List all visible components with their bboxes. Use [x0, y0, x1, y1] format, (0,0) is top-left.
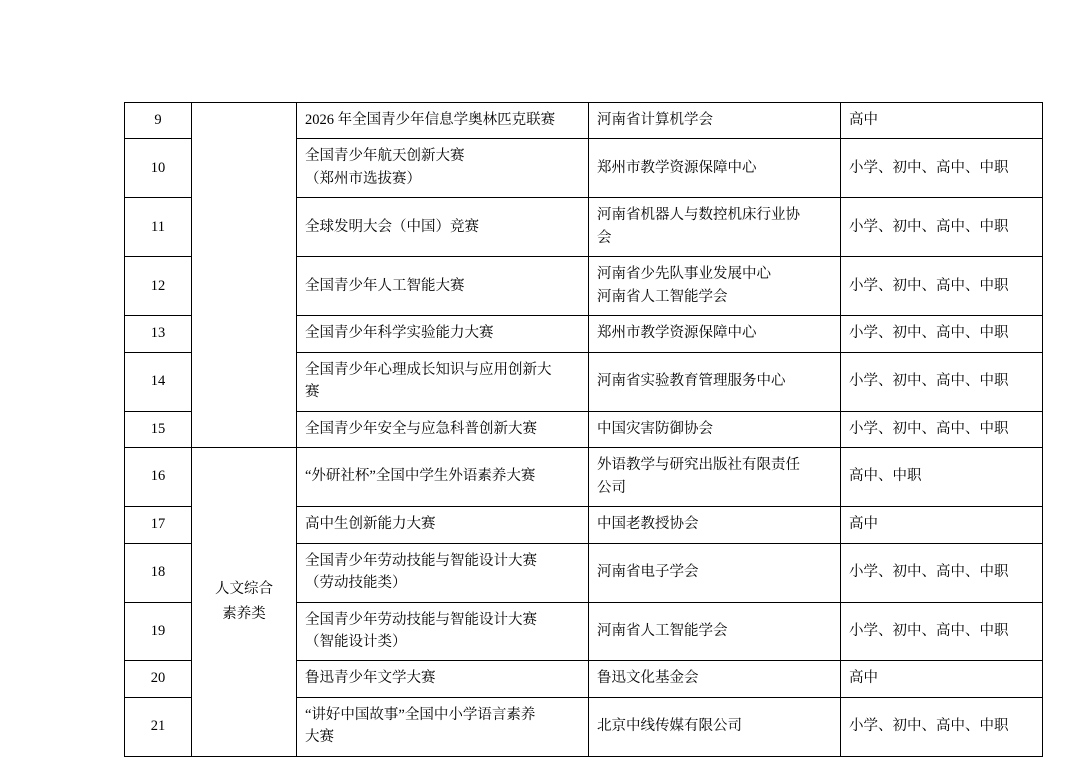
- competition-table-container: [124, 102, 1009, 757]
- competition-name-line1: 全国青少年科学实验能力大赛: [305, 325, 494, 342]
- category-cell-group-1: [192, 103, 297, 448]
- organizer-line2: 会: [597, 229, 612, 246]
- school-level: 小学、初中、高中、中职: [841, 352, 1043, 411]
- school-level: 小学、初中、高中、中职: [841, 139, 1043, 198]
- competition-name: [297, 316, 589, 352]
- competition-name-line1: 全国青少年劳动技能与智能设计大赛: [305, 611, 537, 628]
- competition-name-line1: 全国青少年人工智能大赛: [305, 277, 465, 294]
- competition-name: [297, 448, 589, 507]
- competition-name: [297, 198, 589, 257]
- organizer: [589, 316, 841, 352]
- competition-name-line2: （郑州市选拔赛）: [305, 170, 421, 187]
- competition-name-line1: “外研社杯”全国中学生外语素养大赛: [305, 468, 536, 485]
- organizer: [589, 448, 841, 507]
- organizer-line2: 河南省人工智能学会: [597, 288, 728, 305]
- competition-name: [297, 411, 589, 447]
- organizer: [589, 507, 841, 543]
- row-number: 10: [125, 139, 192, 198]
- school-level: 小学、初中、高中、中职: [841, 411, 1043, 447]
- competition-name-line2: （智能设计类）: [305, 633, 407, 650]
- organizer: [589, 411, 841, 447]
- row-number: 9: [125, 103, 192, 139]
- organizer: [589, 661, 841, 697]
- table-row: [125, 103, 1043, 139]
- organizer: [589, 602, 841, 661]
- row-number: 15: [125, 411, 192, 447]
- row-number: 12: [125, 257, 192, 316]
- school-level: 高中: [841, 103, 1043, 139]
- school-level: 小学、初中、高中、中职: [841, 602, 1043, 661]
- organizer: [589, 352, 841, 411]
- row-number: 16: [125, 448, 192, 507]
- competition-name-line1: 全国青少年劳动技能与智能设计大赛: [305, 552, 537, 569]
- organizer-line1: 河南省机器人与数控机床行业协: [597, 207, 800, 224]
- organizer-line1: 外语教学与研究出版社有限责任: [597, 457, 800, 474]
- category-label-line1: 人文综合: [215, 580, 273, 597]
- school-level: 小学、初中、高中、中职: [841, 543, 1043, 602]
- organizer-line1: 河南省少先队事业发展中心: [597, 266, 771, 283]
- school-level: 小学、初中、高中、中职: [841, 697, 1043, 756]
- row-number: 18: [125, 543, 192, 602]
- organizer-line1: 郑州市教学资源保障中心: [597, 325, 757, 342]
- competition-name-line1: 全球发明大会（中国）竞赛: [305, 218, 479, 235]
- school-level: 小学、初中、高中、中职: [841, 316, 1043, 352]
- organizer-line1: 河南省计算机学会: [597, 112, 713, 128]
- competition-name: [297, 602, 589, 661]
- competition-table: [124, 102, 1043, 757]
- row-number: 21: [125, 697, 192, 756]
- row-number: 20: [125, 661, 192, 697]
- table-row: [125, 448, 1043, 507]
- organizer-line1: 河南省电子学会: [597, 563, 699, 580]
- organizer: [589, 697, 841, 756]
- competition-name: [297, 507, 589, 543]
- organizer-line1: 北京中线传媒有限公司: [597, 718, 742, 735]
- category-label-line2: 素养类: [222, 605, 266, 622]
- competition-name-line2: 大赛: [305, 729, 334, 746]
- competition-name: [297, 139, 589, 198]
- school-level: 高中: [841, 661, 1043, 697]
- organizer: [589, 543, 841, 602]
- organizer: [589, 139, 841, 198]
- organizer-line1: 河南省实验教育管理服务中心: [597, 372, 786, 389]
- competition-name-line1: 全国青少年安全与应急科普创新大赛: [305, 420, 537, 437]
- competition-name-line2: （劳动技能类）: [305, 575, 407, 592]
- organizer-line1: 中国老教授协会: [597, 516, 699, 533]
- competition-name-line1: “讲好中国故事”全国中小学语言素养: [305, 706, 536, 723]
- organizer-line1: 河南省人工智能学会: [597, 622, 728, 639]
- competition-name: [297, 543, 589, 602]
- row-number: 14: [125, 352, 192, 411]
- competition-name-line1: 高中生创新能力大赛: [305, 516, 436, 533]
- row-number: 19: [125, 602, 192, 661]
- organizer-line1: 中国灾害防御协会: [597, 420, 713, 437]
- organizer-line2: 公司: [597, 479, 626, 496]
- row-number: 13: [125, 316, 192, 352]
- competition-name: [297, 697, 589, 756]
- competition-name: [297, 257, 589, 316]
- organizer: [589, 198, 841, 257]
- category-cell-group-2: [192, 448, 297, 757]
- competition-name-line2: 赛: [305, 384, 320, 401]
- school-level: 小学、初中、高中、中职: [841, 257, 1043, 316]
- competition-name: [297, 352, 589, 411]
- school-level: 高中、中职: [841, 448, 1043, 507]
- competition-name: [297, 103, 589, 139]
- competition-name-line1: 2026 年全国青少年信息学奥林匹克联赛: [305, 112, 556, 128]
- row-number: 17: [125, 507, 192, 543]
- organizer-line1: 郑州市教学资源保障中心: [597, 159, 757, 176]
- competition-name-line1: 全国青少年航天创新大赛: [305, 148, 465, 165]
- competition-name: [297, 661, 589, 697]
- competition-name-line1: 全国青少年心理成长知识与应用创新大: [305, 361, 552, 378]
- row-number: 11: [125, 198, 192, 257]
- organizer: [589, 103, 841, 139]
- school-level: 高中: [841, 507, 1043, 543]
- organizer-line1: 鲁迅文化基金会: [597, 670, 699, 687]
- school-level: 小学、初中、高中、中职: [841, 198, 1043, 257]
- organizer: [589, 257, 841, 316]
- competition-name-line1: 鲁迅青少年文学大赛: [305, 670, 436, 687]
